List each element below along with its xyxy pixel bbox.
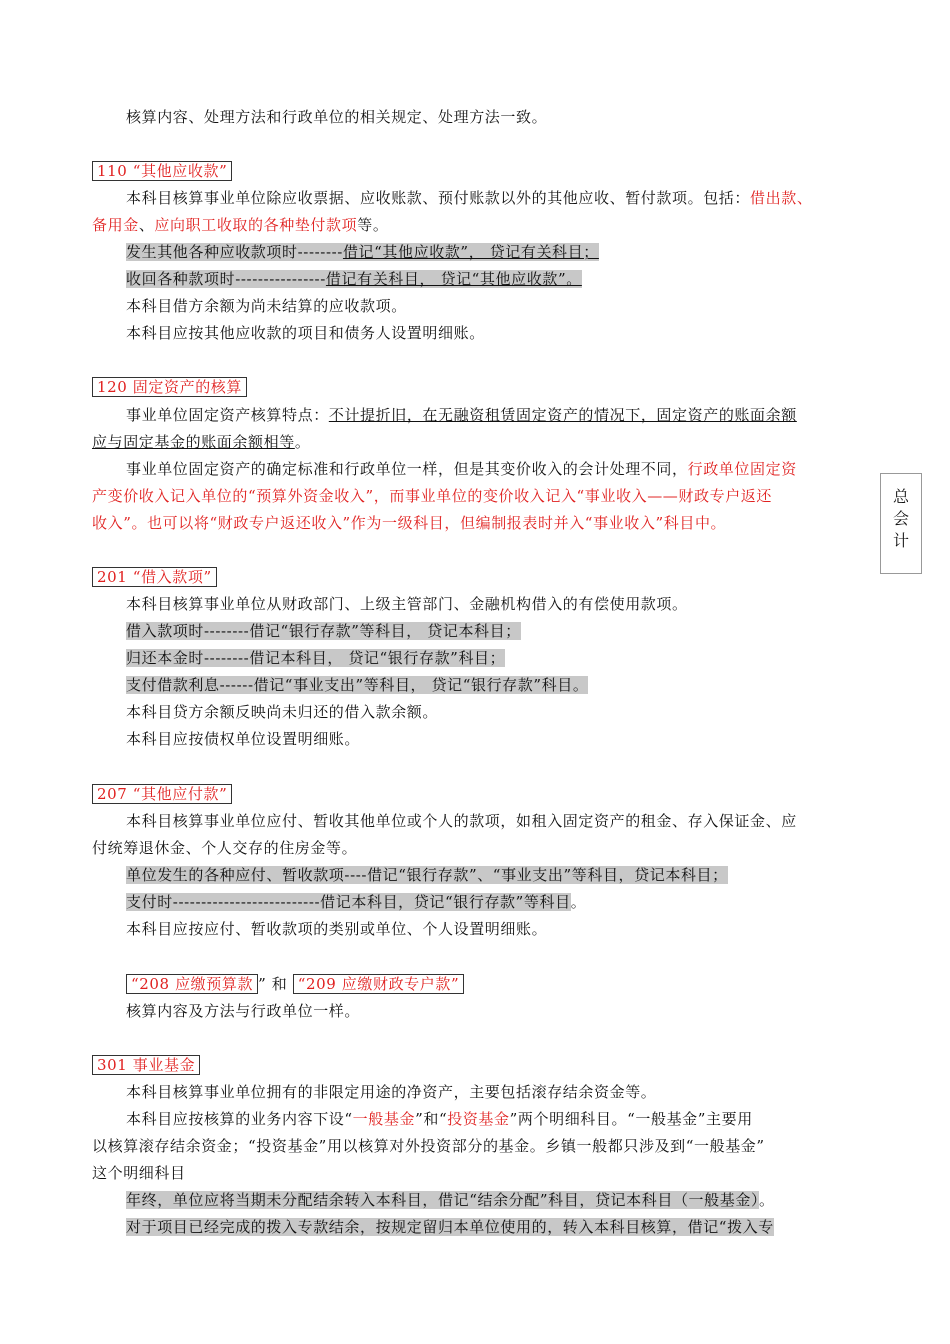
journal-entry: 收回各种款项时----------------借记有关科目， 贷记“其他应收款”。 <box>126 270 582 288</box>
paragraph: 产变价收入记入单位的“预算外资金收入”，而事业单位的变价收入记入“事业收入——财政专户返还 <box>92 487 773 505</box>
paragraph: 事业单位固定资产的确定标准和行政单位一样，但是其变价收入的会计处理不同，行政单位固定资 <box>126 460 797 478</box>
paragraph: 本科目核算事业单位拥有的非限定用途的净资产，主要包括滚存结余资金等。 <box>126 1083 657 1101</box>
journal-entry: 支付时--------------------------借记本科目，贷记“银行存款”等科目。 <box>126 893 587 911</box>
paragraph: 应与固定基金的账面余额相等。 <box>92 433 311 451</box>
paragraph: 本科目核算事业单位应付、暂收其他单位或个人的款项，如租入固定资产的租金、存入保证金、应 <box>126 812 797 830</box>
paragraph: 本科目应按核算的业务内容下设“一般基金”和“投资基金”两个明细科目。“一般基金”主要用 <box>126 1110 753 1128</box>
paragraph: 核算内容、处理方法和行政单位的相关规定、处理方法一致。 <box>126 108 548 126</box>
paragraph: 本科目应按债权单位设置明细账。 <box>126 730 361 748</box>
paragraph: 收入”。也可以将“财政专户返还收入”作为一级科目，但编制报表时并入“事业收入”科目中。 <box>92 514 727 532</box>
paragraph: 事业单位固定资产核算特点：不计提折旧，在无融资租赁固定资产的情况下，固定资产的账面余额 <box>126 406 797 424</box>
paragraph: 本科目应按其他应收款的项目和债务人设置明细账。 <box>126 324 485 342</box>
paragraph: 本科目贷方余额反映尚未归还的借入款余额。 <box>126 703 439 721</box>
section-heading-110: 110 “其他应收款” <box>92 161 232 181</box>
paragraph: 备用金、应向职工收取的各种垫付款项等。 <box>92 216 389 234</box>
journal-entry: 借入款项时--------借记“银行存款”等科目， 贷记本科目； <box>126 622 521 640</box>
side-tab-general-accounting[interactable] <box>880 473 922 574</box>
paragraph: 本科目应按应付、暂收款项的类别或单位、个人设置明细账。 <box>126 920 548 938</box>
section-heading-208-209: “208 应缴预算款 ” 和 “209 应缴财政专户款” <box>126 974 464 994</box>
paragraph: 本科目核算事业单位从财政部门、上级主管部门、金融机构借入的有偿使用款项。 <box>126 595 688 613</box>
side-tab-char: 计 <box>892 531 909 550</box>
journal-entry: 单位发生的各种应付、暂收款项----借记“银行存款”、“事业支出”等科目，贷记本科目； <box>126 866 728 884</box>
paragraph: 付统筹退休金、个人交存的住房金等。 <box>92 839 358 857</box>
section-heading-301: 301 事业基金 <box>92 1055 200 1075</box>
paragraph: 这个明细科目 <box>92 1164 186 1182</box>
side-tab-char: 总 <box>892 487 909 506</box>
journal-entry: 对于项目已经完成的拨入专款结余，按规定留归本单位使用的，转入本科目核算，借记“拨入专 <box>126 1218 774 1236</box>
section-heading-201: 201 “借入款项” <box>92 567 217 587</box>
journal-entry: 年终，单位应将当期未分配结余转入本科目，借记“结余分配”科目，贷记本科目（一般基金）。 <box>126 1191 775 1209</box>
paragraph: 以核算滚存结余资金；“投资基金”用以核算对外投资部分的基金。乡镇一般都只涉及到“一般基金” <box>92 1137 765 1155</box>
journal-entry: 归还本金时--------借记本科目， 贷记“银行存款”科目； <box>126 649 506 667</box>
section-heading-120: 120 固定资产的核算 <box>92 377 247 397</box>
paragraph: 本科目核算事业单位除应收票据、应收账款、预付账款以外的其他应收、暂付款项。包括：借出款、 <box>126 189 813 207</box>
section-heading-207: 207 “其他应付款” <box>92 784 232 804</box>
journal-entry: 发生其他各种应收款项时--------借记“其他应收款”， 贷记有关科目； <box>126 243 599 261</box>
paragraph: 本科目借方余额为尚未结算的应收款项。 <box>126 297 407 315</box>
paragraph: 核算内容及方法与行政单位一样。 <box>126 1002 361 1020</box>
side-tab-char: 会 <box>892 509 909 528</box>
journal-entry: 支付借款利息------借记“事业支出”等科目， 贷记“银行存款”科目。 <box>126 676 589 694</box>
